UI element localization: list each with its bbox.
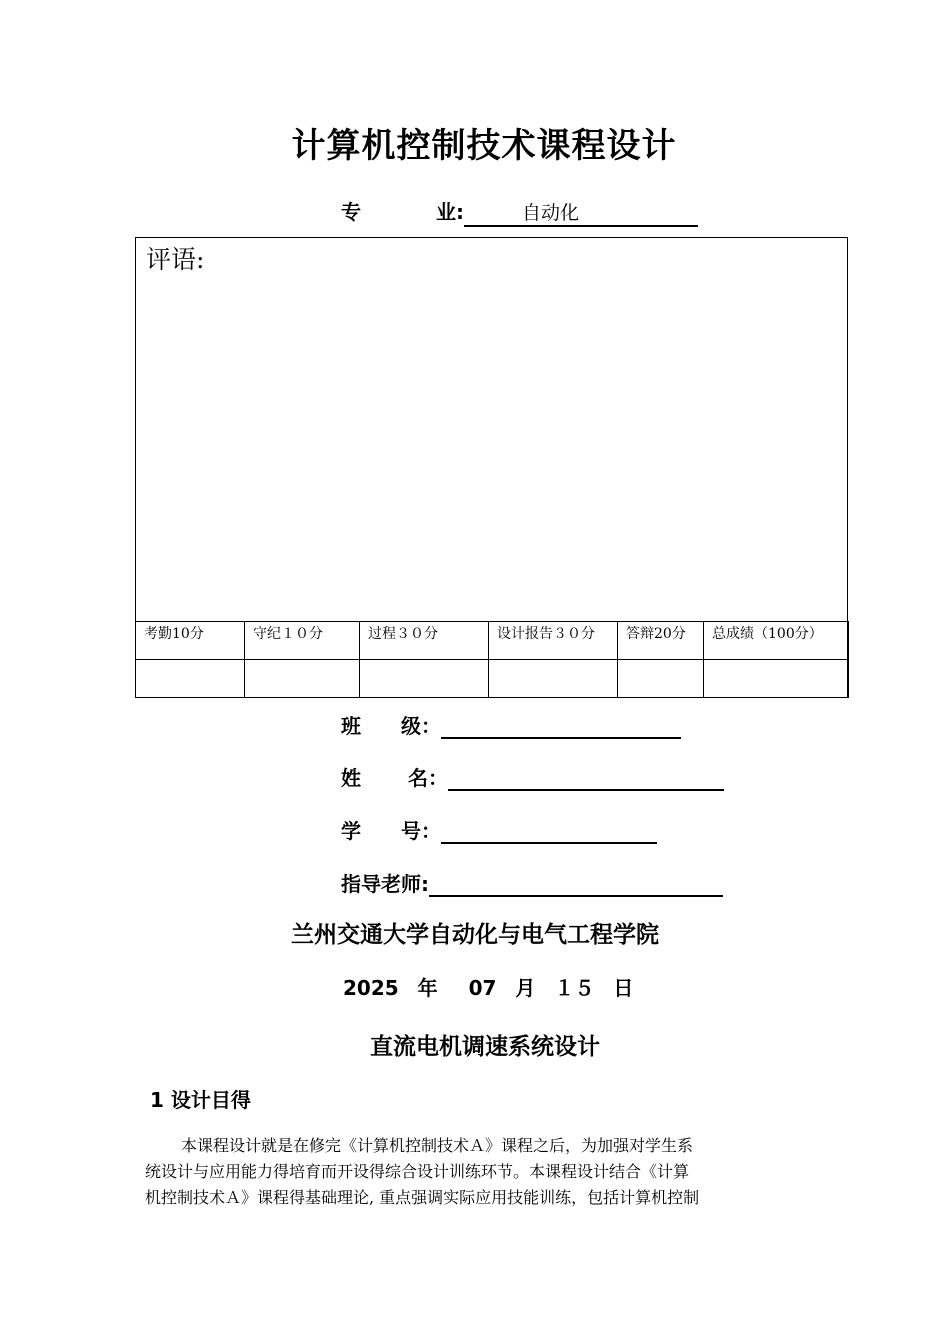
paragraph-line: 机控制技术Ａ》课程得基础理论, 重点强调实际应用技能训练，包括计算机控制 [145,1188,700,1207]
major-row [341,196,698,227]
date-month: 07 [468,976,497,1000]
score-header-defense: 答辩20分 [618,622,704,660]
score-cell-defense[interactable] [618,660,704,698]
document-title: 计算机控制技术课程设计 [291,126,677,166]
score-cell-total[interactable] [704,660,849,698]
score-table [135,621,849,698]
advisor-input-line[interactable] [429,873,723,897]
class-label: 班 级： [341,714,441,738]
advisor-field [341,868,723,897]
class-input-line[interactable] [441,715,681,739]
major-value[interactable]: 自动化 [464,198,698,227]
score-header-report: 设计报告３０分 [489,622,618,660]
score-header-process: 过程３０分 [360,622,489,660]
student-id-field [341,815,657,844]
score-value-row [136,660,849,698]
name-input-line[interactable] [448,767,724,791]
advisor-label: 指导老师: [341,872,429,896]
name-field [341,762,724,791]
date-month-unit: 月 [515,976,536,1000]
school-name: 兰州交通大学自动化与电气工程学院 [291,922,659,948]
date-year-unit: 年 [417,976,438,1000]
paragraph-line: 本课程设计就是在修完《计算机控制技术Ａ》课程之后，为加强对学生系 [181,1136,694,1155]
date-year: 2025 [343,976,399,1000]
major-label-b: 业: [436,200,464,224]
student-id-input-line[interactable] [441,820,657,844]
design-subtitle: 直流电机调速系统设计 [370,1034,600,1060]
score-header-total: 总成绩（100分） [704,622,849,660]
body-paragraph [145,1133,810,1211]
score-cell-report[interactable] [489,660,618,698]
score-cell-attendance[interactable] [136,660,245,698]
class-field [341,710,681,739]
date-line [343,972,645,1001]
score-cell-process[interactable] [360,660,489,698]
score-header-attendance: 考勤10分 [136,622,245,660]
section-heading: 1 设计目得 [150,1088,251,1112]
score-cell-discipline[interactable] [245,660,360,698]
evaluation-label: 评语: [146,245,205,274]
student-id-label: 学 号： [341,819,441,843]
date-day: １５ [554,976,595,1000]
name-label: 姓 名： [341,766,448,790]
paragraph-line: 统设计与应用能力得培育而开设得综合设计训练环节。本课程设计结合《计算 [145,1162,690,1181]
major-label-a: 专 [341,200,361,224]
score-header-discipline: 守纪１０分 [245,622,360,660]
date-day-unit: 日 [613,976,634,1000]
score-header-row [136,622,849,660]
